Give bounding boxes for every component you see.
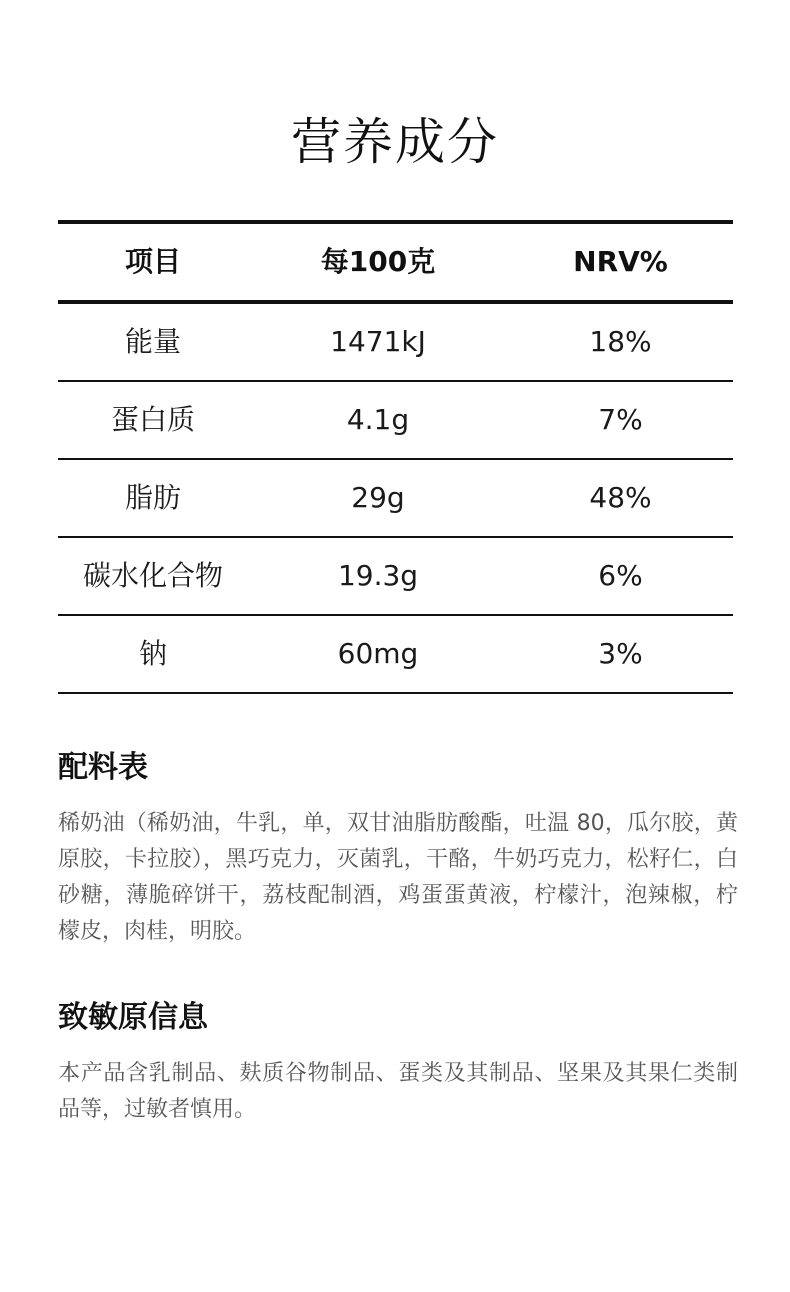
nutrition-table bbox=[58, 220, 733, 694]
allergen-heading: 致敏原信息 bbox=[58, 1000, 208, 1035]
nutrient-name: 能量 bbox=[124, 325, 181, 358]
table-row bbox=[58, 616, 733, 694]
nutrient-nrv: 6% bbox=[598, 559, 643, 592]
table-row bbox=[58, 304, 733, 382]
table-header-row bbox=[58, 224, 733, 304]
nutrient-amount: 4.1g bbox=[346, 403, 410, 436]
nutrient-name: 碳水化合物 bbox=[82, 559, 223, 592]
header-item: 项目 bbox=[124, 245, 181, 278]
nutrient-name: 脂肪 bbox=[124, 481, 181, 514]
table-row bbox=[58, 538, 733, 616]
nutrient-name: 蛋白质 bbox=[110, 403, 195, 436]
nutrient-nrv: 7% bbox=[598, 403, 643, 436]
header-per-100g: 每100克 bbox=[320, 245, 436, 278]
table-row bbox=[58, 382, 733, 460]
header-nrv: NRV% bbox=[573, 245, 668, 278]
ingredients-heading: 配料表 bbox=[58, 750, 148, 785]
nutrient-name: 钠 bbox=[138, 637, 167, 670]
ingredients-text: 稀奶油（稀奶油，牛乳，单，双甘油脂肪酸酯，吐温 80，瓜尔胶，黄原胶，卡拉胶），黑巧克力，灭菌乳，干酪，牛奶巧克力，松籽仁，白砂糖，薄脆碎饼干，荔枝配制酒，鸡蛋蛋黄液，柠檬汁，泡辣椒，柠檬皮，肉桂，明胶。 bbox=[58, 811, 738, 944]
nutrient-amount: 19.3g bbox=[337, 559, 419, 592]
page-title: 营养成分 bbox=[291, 113, 499, 171]
table-row bbox=[58, 460, 733, 538]
nutrient-nrv: 3% bbox=[598, 637, 643, 670]
nutrient-nrv: 18% bbox=[589, 325, 652, 358]
nutrient-amount: 60mg bbox=[337, 637, 419, 670]
nutrient-nrv: 48% bbox=[589, 481, 652, 514]
nutrient-amount: 1471kJ bbox=[330, 325, 426, 358]
allergen-text: 本产品含乳制品、麸质谷物制品、蛋类及其制品、坚果及其果仁类制品等，过敏者慎用。 bbox=[58, 1061, 738, 1122]
nutrient-amount: 29g bbox=[351, 481, 405, 514]
